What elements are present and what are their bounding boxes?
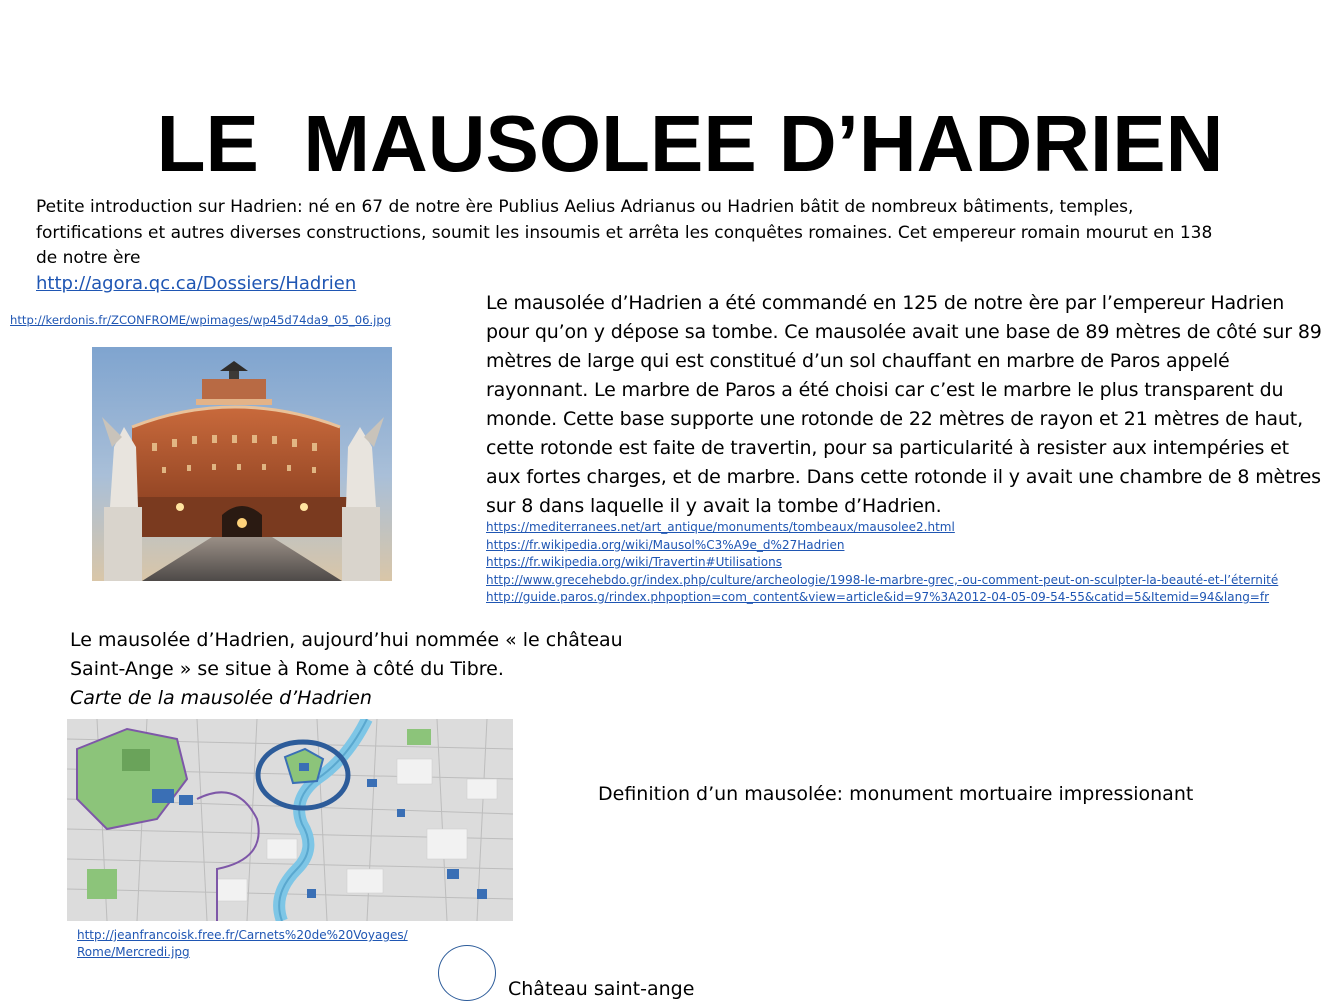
castle-photo bbox=[92, 347, 392, 581]
photo-source-link[interactable]: http://kerdonis.fr/ZCONFROME/wpimages/wp45d74da9_05_06.jpg bbox=[10, 313, 392, 327]
definition-text: Definition d’un mausolée: monument mortuaire impressionant bbox=[598, 783, 1194, 805]
map-caption: Carte de la mausolée d’Hadrien bbox=[70, 687, 372, 709]
reference-link[interactable]: http://www.grecehebdo.gr/index.php/culture/archeologie/1998-le-marbre-grec,-ou-comment-peut-on-sculpter-la-beauté-et-l’éternité bbox=[486, 572, 1279, 587]
reference-link[interactable]: https://fr.wikipedia.org/wiki/Travertin#Utilisations bbox=[486, 555, 782, 569]
map-source-link-line2[interactable]: Rome/Mercredi.jpg bbox=[77, 945, 190, 959]
reference-link[interactable]: https://fr.wikipedia.org/wiki/Mausol%C3%A9e_d%27Hadrien bbox=[486, 537, 845, 552]
description-paragraph: Le mausolée d’Hadrien a été commandé en 125 de notre ère par l’empereur Hadrien pour qu’on y dépose sa tombe. Ce mausolée avait une base de 89 mètres de côté sur 89 mètres de large qui est constitué d’un sol chauffant en marbre de Paros appelé rayonnant. Le marbre de Paros a été choisi car c’est le marbre le plus transparent du monde. Cette base supporte une rotonde de 22 mètres de rayon et 21 mètres de haut, cette rotonde est faite de travertin, pour sa particularité à resister aux intempéries et aux fortes charges, et de marbre. Dans cette rotonde il y avait une chambre de 8 mètres sur 8 dans laquelle il y avait la tombe d’Hadrien. bbox=[486, 292, 1322, 517]
page-title: LE MAUSOLEE D’HADRIEN bbox=[156, 99, 1224, 188]
reference-link[interactable]: https://mediterranees.net/art_antique/monuments/tombeaux/mausolee2.html bbox=[486, 520, 955, 534]
references-list bbox=[486, 519, 1278, 607]
reference-link[interactable]: http://guide.paros.g/rindex.phpoption=com_content&view=article&id=97%3A2012-04-05-09-54-55&catid=5&Itemid=94&lang=fr bbox=[486, 590, 1270, 604]
chateau-paragraph: Le mausolée d’Hadrien, aujourd’hui nommée « le château Saint-Ange » se situe à Rome à côté du Tibre. bbox=[70, 629, 623, 680]
intro-link[interactable]: http://agora.qc.ca/Dossiers/Hadrien bbox=[36, 273, 357, 294]
legend-circle-marker bbox=[438, 945, 496, 1001]
rome-map bbox=[67, 719, 513, 921]
legend-label: Château saint-ange bbox=[508, 978, 695, 1000]
intro-paragraph: Petite introduction sur Hadrien: né en 67 de notre ère Publius Aelius Adrianus ou Hadrien bâtit de nombreux bâtiments, temples, fortifications et autres diverses constructions, soumit les insoumis et arrêta les conquêtes romaines. Cet empereur romain mourut en 138 de notre ère bbox=[36, 197, 1213, 268]
map-source-link-line1[interactable]: http://jeanfrancoisk.free.fr/Carnets%20de%20Voyages/ bbox=[77, 928, 408, 942]
map-source-link[interactable] bbox=[77, 927, 408, 961]
